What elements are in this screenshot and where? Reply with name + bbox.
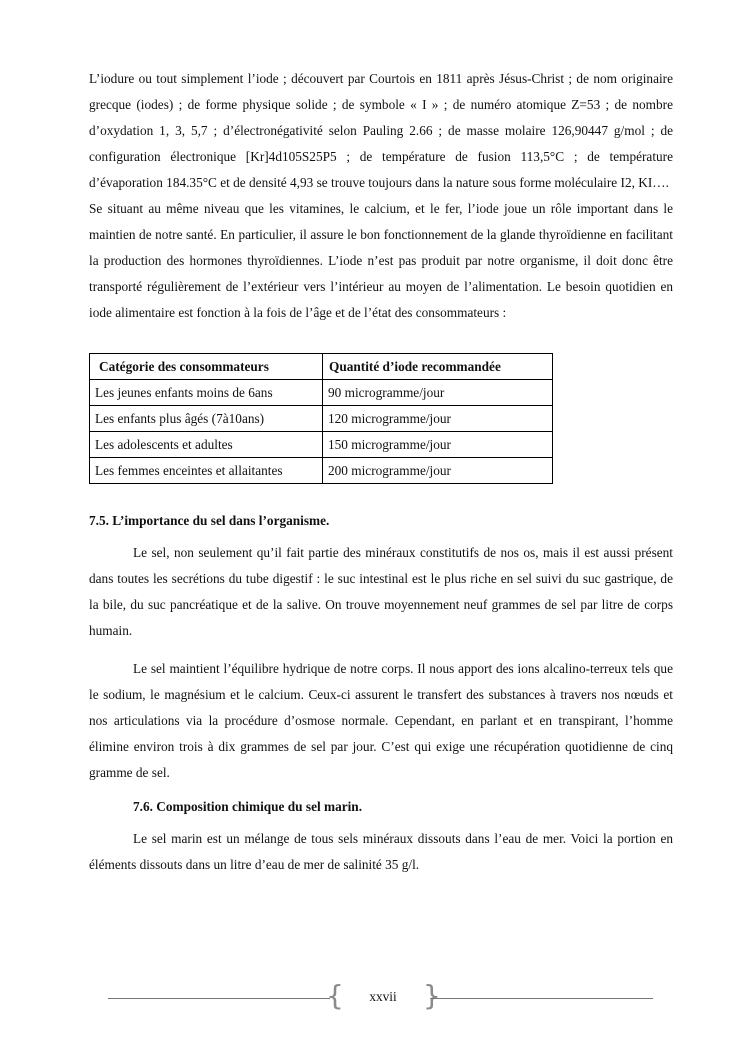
section-heading-7-6: 7.6. Composition chimique du sel marin. <box>133 799 363 814</box>
table-cell-quantity: 90 microgramme/jour <box>323 380 553 406</box>
left-brace-icon: { <box>326 979 344 1012</box>
page-footer <box>108 979 653 1013</box>
footer-rule-right <box>430 998 653 999</box>
table-row <box>90 458 553 484</box>
table-header-cell: Quantité d’iode recommandée <box>323 354 553 380</box>
table-cell-quantity: 200 microgramme/jour <box>323 458 553 484</box>
footer-rule-left <box>108 998 330 999</box>
section-heading-7-5: 7.5. L’importance du sel dans l’organisme. <box>89 513 330 528</box>
iodine-recommendation-table <box>89 353 553 484</box>
salt-importance-paragraph-2: Le sel maintient l’équilibre hydrique de notre corps. Il nous apport des ions alcalino-terreux tels que le sodium, le magnésium et le calcium. Ceux-ci assurent le transfert des substances à travers nos nœuds et nos articulations via la procédure d’osmose normale. Cependant, en parlant et en transpirant, l’homme élimine environ trois à dix grammes de sel par jour. C’est qui exige une récupération quotidienne de cinq gramme de sel. <box>89 661 673 780</box>
right-brace-icon: } <box>423 979 441 1012</box>
iodine-intro-paragraph: L’iodure ou tout simplement l’iode ; découvert par Courtois en 1811 après Jésus-Christ ; de nom originaire grecque (iodes) ; de forme physique solide ; de symbole « I » ; de numéro atomique Z=53 ; de nombre d’oxydation 1, 3, 5,7 ; d’électronégativité selon Pauling 2.66 ; de masse molaire 126,90447 g/mol ; de configuration électronique [Kr]4d105S25P5 ; de température de fusion 113,5°C ; de température d’évaporation 184.35°C et de densité 4,93 se trouve toujours dans la nature sous forme moléculaire I2, KI…. <box>89 71 673 190</box>
page-body <box>89 66 673 878</box>
iodine-health-paragraph: Se situant au même niveau que les vitamines, le calcium, et le fer, l’iode joue un rôle important dans le maintien de notre santé. En particulier, il assure le bon fonctionnement de la glande thyroïdienne en facilitant la production des hormones thyroïdiennes. L’iode n’est pas produit par notre organisme, il doit donc être transporté régulièrement de l’extérieur vers l’intérieur au moyen de l’alimentation. Le besoin quotidien en iode alimentaire est fonction à la fois de l’âge et de l’état des consommateurs : <box>89 201 673 320</box>
table-cell-category: Les femmes enceintes et allaitantes <box>90 458 323 484</box>
table-row <box>90 380 553 406</box>
sea-salt-composition-paragraph: Le sel marin est un mélange de tous sels minéraux dissouts dans l’eau de mer. Voici la portion en éléments dissouts dans un litre d’eau de mer de salinité 35 g/l. <box>89 831 673 872</box>
table-row <box>90 432 553 458</box>
table-cell-quantity: 120 microgramme/jour <box>323 406 553 432</box>
table-header-cell: Catégorie des consommateurs <box>90 354 323 380</box>
table-cell-category: Les jeunes enfants moins de 6ans <box>90 380 323 406</box>
table-cell-quantity: 150 microgramme/jour <box>323 432 553 458</box>
table-cell-category: Les enfants plus âgés (7à10ans) <box>90 406 323 432</box>
page-number: xxvii <box>369 989 397 1004</box>
table-cell-category: Les adolescents et adultes <box>90 432 323 458</box>
salt-importance-paragraph-1: Le sel, non seulement qu’il fait partie des minéraux constitutifs de nos os, mais il est aussi présent dans toutes les secrétions du tube digestif : le suc intestinal est le plus riche en sel suivi du suc gastrique, de la bile, du suc pancréatique et de la salive. On trouve moyennement neuf grammes de sel par litre de corps humain. <box>89 545 673 638</box>
table-header-row <box>90 354 553 380</box>
table-row <box>90 406 553 432</box>
